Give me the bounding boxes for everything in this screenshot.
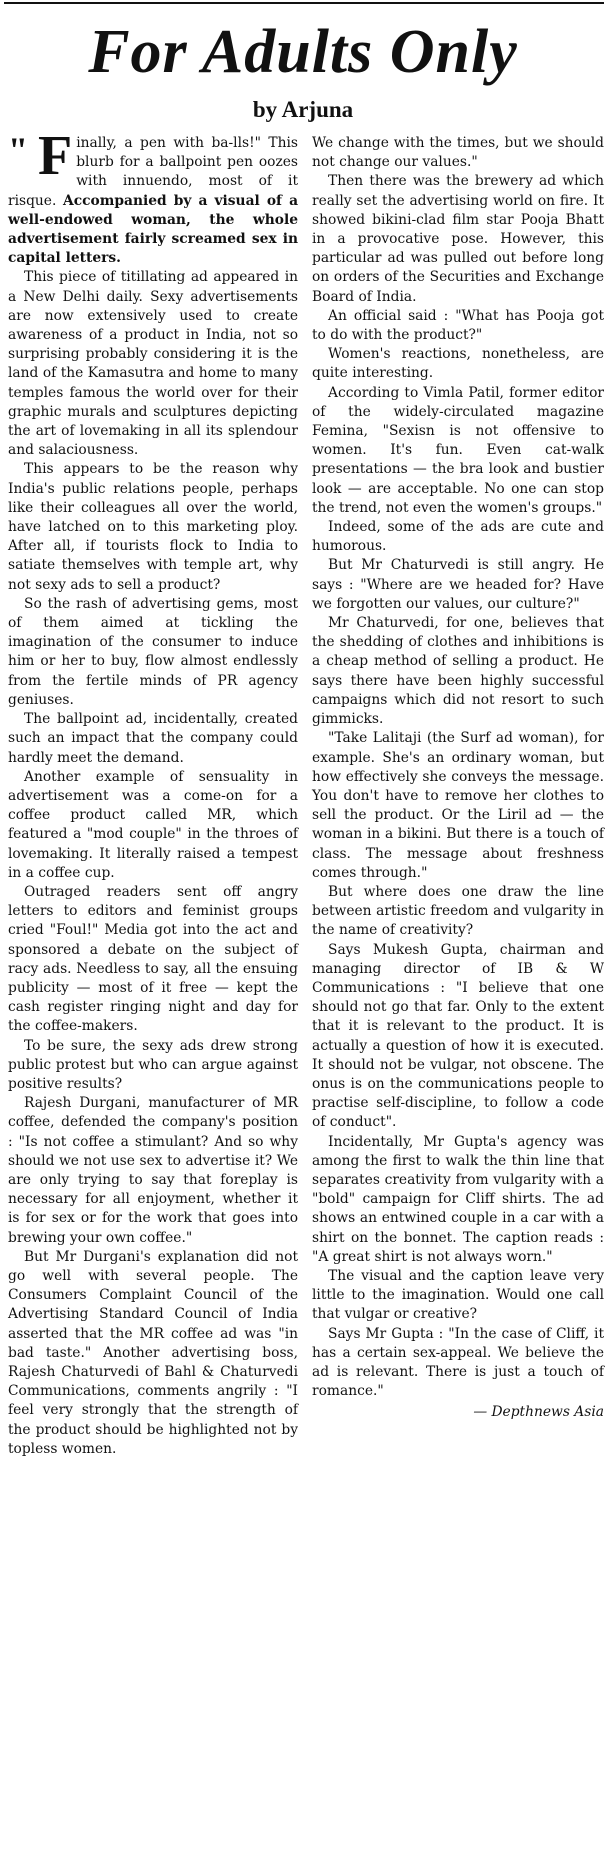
paragraph: So the rash of advertising gems, most of them aimed at tickling the imagination of the consumer to induce him or her to buy, flow almost endlessly from the fertile minds of PR agency geniuses. bbox=[8, 595, 298, 708]
paragraph: According to Vimla Patil, former editor of the widely-circulated magazine Femina, "Sexisn is not offensive to women. It's fun. Even cat-walk presentations — the bra look and bustier look — are acceptable. No one can stop the trend, not even the women's groups." bbox=[312, 384, 604, 516]
paragraph: Outraged readers sent off angry letters to editors and feminist groups cried "Foul!" Media got into the act and sponsored a debate on the subject of racy ads. Needless to say, all the ensuing publicity — most of it free — kept the cash register ringing night and day for the coffee-makers. bbox=[8, 883, 298, 1035]
lead-paragraph bbox=[8, 125, 299, 268]
paragraph: Another example of sensuality in advertisement was a come-on for a coffee product called MR, which featured a "mod couple" in the throes of lovemaking. It literally raised a tempest in a coffee cup. bbox=[8, 768, 298, 881]
paragraph: The visual and the caption leave very little to the imagination. Would one call that vulgar or creative? bbox=[312, 1267, 604, 1323]
paragraph: Incidentally, Mr Gupta's agency was among the first to walk the thin line that separates creativity from vulgarity with a "bold" campaign for Cliff shirts. The ad shows an entwined couple in a car with a shirt on the bonnet. The caption reads : "A great shirt is not always worn." bbox=[312, 1133, 604, 1265]
paragraph: The ballpoint ad, incidentally, created such an impact that the company could hardly meet the demand. bbox=[8, 711, 298, 766]
paragraph: Women's reactions, nonetheless, are quite interesting. bbox=[312, 346, 604, 382]
open-quote-mark: " bbox=[8, 130, 28, 170]
paragraph: But Mr Durgani's explanation did not go well with several people. The Consumers Complaint Council of the Advertising Standard Council of India asserted that the MR coffee ad was "in bad taste." Another advertising boss, Rajesh Chaturvedi of Bahl & Chaturvedi Communications, comments angrily : "I feel very strongly that the strength of the product should be highlighted not by topless women. bbox=[8, 1248, 298, 1457]
paragraph: Indeed, some of the ads are cute and humorous. bbox=[312, 519, 604, 555]
paragraph: This piece of titillating ad appeared in a New Delhi daily. Sexy advertisements are now extensively used to create awareness of a product in India, not so surprising probably considering it is the land of the Kamasutra and home to many temples famous the world over for their graphic murals and sculptures depicting the art of lovemaking in all its splendour and salaciousness. bbox=[8, 269, 298, 459]
paragraph: Mr Chaturvedi, for one, believes that the shedding of clothes and inhibitions is a cheap method of selling a product. He says there have been highly successful campaigns which did not resort to such gimmicks. bbox=[312, 615, 604, 728]
top-rule bbox=[4, 2, 604, 4]
column-right bbox=[312, 134, 604, 1423]
byline: by Arjuna bbox=[252, 97, 354, 122]
lead-text: inally, a pen with ba-lls!" This blurb for a ballpoint pen oozes with innuendo, most of it risque. bbox=[8, 135, 298, 209]
paragraph: To be sure, the sexy ads drew strong public protest but who can argue against positive results? bbox=[8, 1037, 298, 1092]
paragraph: But where does one draw the line between artistic freedom and vulgarity in the name of creativity? bbox=[312, 883, 604, 939]
column-left bbox=[8, 125, 299, 1459]
paragraph: Says Mr Gupta : "In the case of Cliff, it has a certain sex-appeal. We believe the ad is relevant. There is just a touch of romance." bbox=[312, 1325, 604, 1400]
paragraph: This appears to be the reason why India's public relations people, perhaps like their colleagues all over the world, have latched on to this marketing ploy. After all, if tourists flock to India to satiate themselves with temple art, why not sexy ads to sell a product? bbox=[8, 461, 298, 593]
paragraph: "Take Lalitaji (the Surf ad woman), for example. She's an ordinary woman, but how effectively she conveys the message. You don't have to remove her clothes to sell the product. Or the Liril ad — the woman in a bikini. But there is a touch of class. The message about freshness comes through." bbox=[312, 730, 604, 881]
lead-bold-text: Accompanied by a visual of a well-endowed woman, the whole advertisement fairly screamed sex in capital letters. bbox=[8, 192, 299, 267]
paragraph: But Mr Chaturvedi is still angry. He says : "Where are we headed for? Have we forgotten our values, our culture?" bbox=[312, 557, 604, 612]
paragraph: Says Mukesh Gupta, chairman and managing director of IB & W Communications : "I believe that one should not go that far. Only to the extent that it is relevant to the product. It is actually a question of how it is executed. It should not be vulgar, not obscene. The onus is on the communications people to practise self-discipline, to follow a code of conduct". bbox=[312, 941, 604, 1131]
headline: For Adults Only bbox=[88, 18, 518, 86]
source-credit: — Depthnews Asia bbox=[473, 1404, 604, 1421]
paragraph-continued: We change with the times, but we should not change our values." bbox=[312, 135, 604, 171]
drop-cap: F bbox=[38, 125, 73, 187]
paragraph: Rajesh Durgani, manufacturer of MR coffee, defended the company's position : "Is not coffee a stimulant? And so why should we not use sex to advertise it? We are only trying to say that foreplay is necessary for all enjoyment, whether it is for sex or for the work that goes into brewing your own coffee." bbox=[8, 1095, 298, 1246]
paragraph: Then there was the brewery ad which really set the advertising world on fire. It showed bikini-clad film star Pooja Bhatt in a provocative pose. However, this particular ad was pulled out before long on orders of the Securities and Exchange Board of India. bbox=[312, 173, 604, 305]
paragraph: An official said : "What has Pooja got to do with the product?" bbox=[312, 307, 604, 344]
